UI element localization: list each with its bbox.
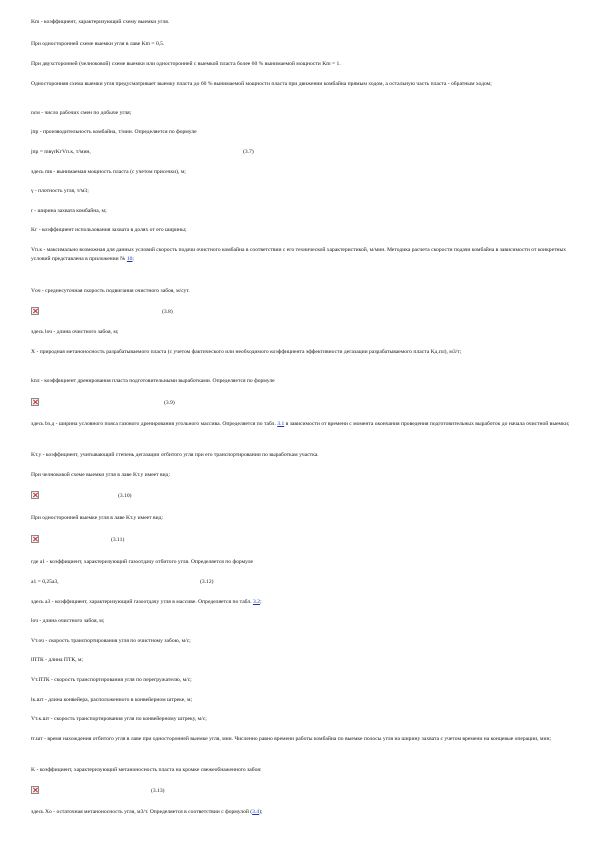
paragraph-lksht: lк.шт - длина конвейера, расположенного в конвейерном штреке, м; [31, 697, 193, 703]
formula-a1-text: a1 = 0,25a3, [31, 579, 59, 585]
broken-image-icon [31, 786, 39, 794]
equation-number: (3.10) [118, 493, 132, 499]
paragraph-bzd-text: здесь bз.д - ширина условного пояса газового дренирования угольного массива. Определяется по табл. [31, 421, 276, 427]
formula-image-row [31, 307, 571, 317]
paragraph-a3-end: ; [259, 599, 262, 605]
paragraph-k: K - коэффициент, характеризующий метаноносность пласта на кромке свежеобнаженного забоя: [31, 767, 262, 773]
paragraph-one-sided-scheme: Односторонняя схема выемки угля предусматривает выемку пласта до 60 % вынимаемой мощности пласта при движении комбайна прямым ходом, а остальную часть пласта - обратным ходом; [31, 81, 492, 87]
paragraph-kty: Kт.у - коэффициент, учитывающий степень дегазации отбитого угля при его транспортировании по выработкам участка. [31, 452, 319, 458]
equation-number: (3.11) [111, 537, 125, 543]
paragraph-km-one-sided: При односторонней схеме выемки угля в лаве Km = 0,5. [31, 41, 165, 47]
paragraph-km-def: Km - коэффициент, характеризующий схему выемки угля. [31, 19, 170, 25]
equation-number: (3.7) [243, 149, 254, 155]
paragraph-a3 [31, 598, 571, 607]
paragraph-vpk-end: ; [132, 255, 134, 262]
formula-image-row [31, 786, 571, 796]
formula-jpr [31, 148, 571, 157]
paragraph-gamma: γ - плотность угля, т/м3; [31, 188, 89, 194]
paragraph-a1-def: где a1 - коэффициент, характеризующий газоотдачу отбитого угля. Определяется по формуле [31, 559, 253, 565]
paragraph-bzd-end: в зависимости от времени с момента окончания проведения подготовительных выработок до начала очистной выемки; [285, 421, 570, 427]
paragraph-a3-text: здесь a3 - коэффициент, характеризующий газоотдачу угля в массиве. Определяется по табл. [31, 599, 252, 605]
paragraph-ttsht: tт.шт - время нахождения отбитого угля в лаве при односторонней выемке угля, мин. Численно равно времени работы комбайна по выемке полосы угля на ширину захвата с учетом времени на концевые операции, мин; [31, 736, 552, 742]
paragraph-kpl: kпл - коэффициент дренирования пласта подготовительными выработками. Определяется по формуле [31, 378, 275, 384]
paragraph-nsm: nсм - число рабочих смен по добыче угля; [31, 110, 132, 116]
paragraph-vtoch: Vт.оч - скорость транспортирования угля по очистному забою, м/с; [31, 638, 191, 644]
equation-number: (3.13) [151, 788, 165, 794]
formula-image-row [31, 535, 571, 545]
formula-jpr-text: jпр = mвγrKгVп.к, т/мин, [31, 149, 91, 155]
formula-image-row [31, 491, 571, 501]
paragraph-loch: здесь lоч - длина очистного забоя, м; [31, 329, 119, 335]
paragraph-loch-2: lоч - длина очистного забоя, м; [31, 618, 105, 624]
broken-image-icon [31, 307, 39, 315]
paragraph-vtksht: Vт.к.шт - скорость транспортирования угля по конвейерному штреку, м/с; [31, 716, 207, 722]
paragraph-jpr-def: jпр - производительность комбайна, т/мин. Определяется по формуле [31, 129, 197, 135]
paragraph-bzd [31, 420, 571, 429]
paragraph-shuttle-scheme: При челноковой схеме выемки угля в лаве Kт.у имеет вид: [31, 472, 171, 478]
link-formula-3-4[interactable]: 3.4 [252, 809, 260, 815]
equation-number: (3.8) [162, 309, 173, 315]
paragraph-lptk: lПТК - длина ПТК, м; [31, 657, 83, 663]
equation-number: (3.12) [200, 579, 214, 585]
paragraph-vpk [31, 246, 571, 264]
broken-image-icon [31, 398, 39, 406]
equation-number: (3.9) [164, 400, 175, 406]
formula-a1 [31, 578, 571, 587]
paragraph-xo-text: здесь Xo - остаточная метаноносность угля, м3/т. Определяется в соответствии с формулой ( [31, 809, 253, 815]
paragraph-xo [31, 808, 571, 817]
paragraph-one-sided-kty: При односторонней выемке угля в лаве Kт.у имеет вид: [31, 515, 164, 521]
paragraph-voch: Vоч - среднесуточная скорость подвигания очистного забоя, м/сут. [31, 288, 190, 294]
broken-image-icon [31, 491, 39, 499]
paragraph-r: r - ширина захвата комбайна, м; [31, 208, 107, 214]
link-table-3-1[interactable]: 3.1 [277, 421, 285, 427]
paragraph-x: X - природная метаноносность разрабатываемого пласта (с учетом фактического или необходимого коэффициента эффективности дегазации разрабатываемого пласта Kд.пл), м3/т; [31, 349, 462, 355]
paragraph-kg: Kг - коэффициент использования захвата в долях от его ширины; [31, 227, 187, 233]
paragraph-vtptk: Vт.ПТК - скорость транспортирования угля по перегружателю, м/с; [31, 677, 192, 683]
link-table-3-2[interactable]: 3.2 [252, 599, 260, 605]
paragraph-km-two-sided: При двухсторонней (челноковой) схеме выемки или односторонней с выемкой пласта более 60 % вынимаемой мощности Km = 1. [31, 61, 341, 67]
paragraph-vpk-text: Vп.к - максимально возможная для данных условий скорость подачи очистного комбайна в соответствии с его технической характеристикой, м/мин. Методика расчета скорости подачи комбайна в зависимости от конкретных условий представлена в приложении № [31, 247, 567, 262]
link-appendix-10[interactable]: 10 [126, 255, 133, 262]
broken-image-icon [31, 535, 39, 543]
paragraph-xo-end: ); [259, 809, 263, 815]
formula-image-row [31, 398, 571, 408]
paragraph-mv: здесь mв - вынимаемая мощность пласта (с учетом присечки), м; [31, 169, 186, 175]
